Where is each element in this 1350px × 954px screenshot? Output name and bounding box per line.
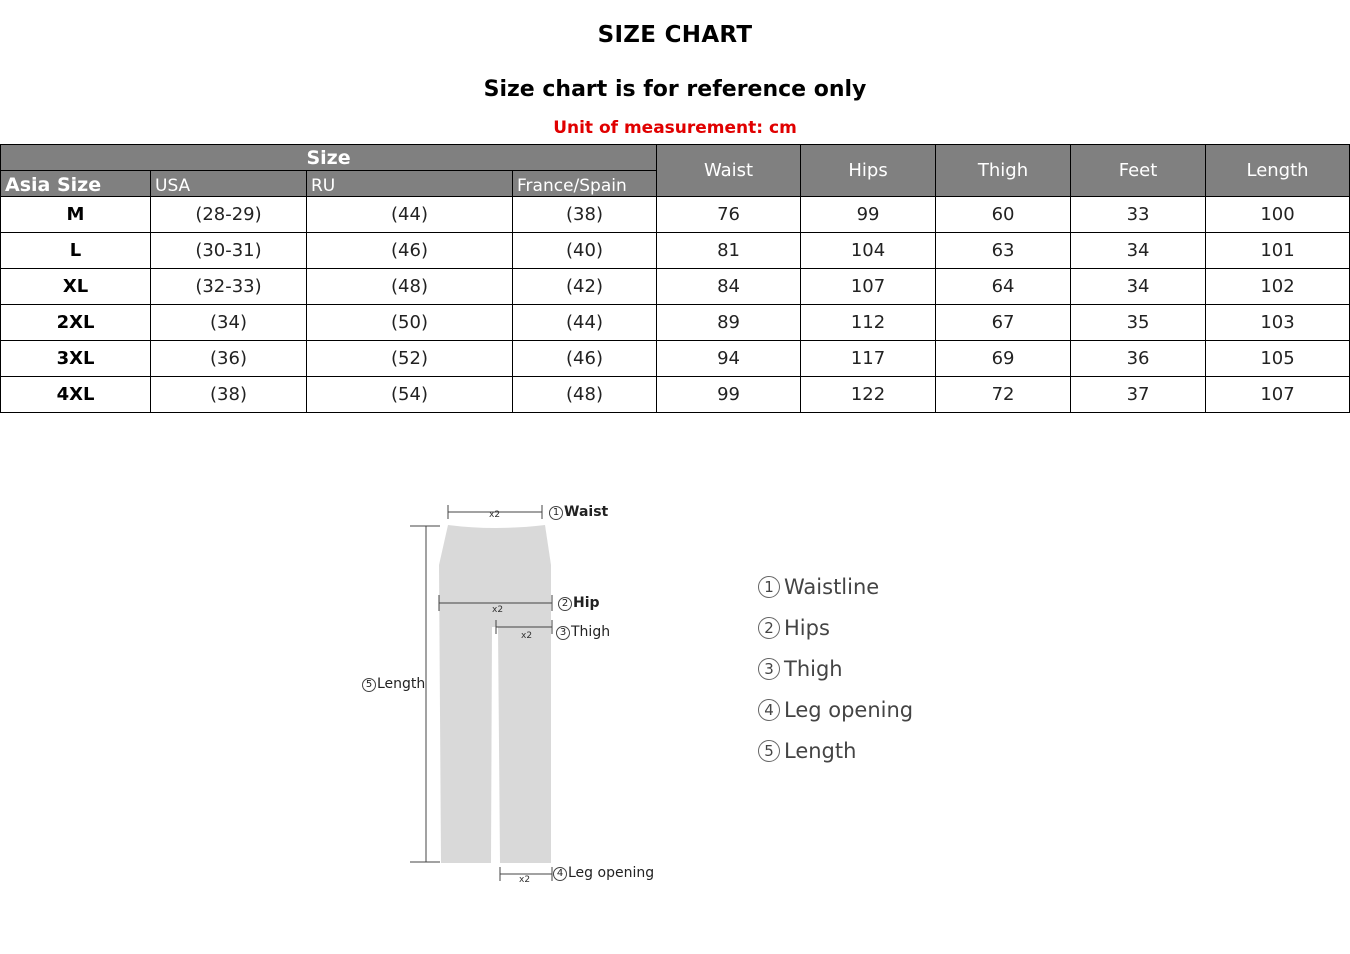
waist-label: 1 Waist bbox=[549, 504, 608, 520]
number-3-icon: 3 bbox=[556, 626, 570, 640]
column-header-waist: Waist bbox=[657, 145, 801, 197]
table-cell: 103 bbox=[1206, 305, 1350, 341]
size-table bbox=[0, 144, 1350, 413]
table-cell: (36) bbox=[151, 341, 307, 377]
table-cell: 63 bbox=[936, 233, 1071, 269]
table-cell: 117 bbox=[801, 341, 936, 377]
column-header-ru: RU bbox=[307, 171, 513, 197]
table-cell: 67 bbox=[936, 305, 1071, 341]
table-cell: (32-33) bbox=[151, 269, 307, 305]
table-cell: (40) bbox=[513, 233, 657, 269]
number-2-icon: 2 bbox=[558, 597, 572, 611]
column-header-length: Length bbox=[1206, 145, 1350, 197]
legend-label: Waistline bbox=[784, 575, 880, 599]
legend-item bbox=[758, 698, 1018, 739]
table-cell: (28-29) bbox=[151, 197, 307, 233]
leg-opening-multiplier: x2 bbox=[519, 875, 531, 885]
table-row bbox=[1, 197, 1350, 233]
page-title: SIZE CHART bbox=[597, 22, 753, 48]
table-cell: (46) bbox=[307, 233, 513, 269]
column-header-hips: Hips bbox=[801, 145, 936, 197]
column-header-asia-size: Asia Size bbox=[1, 171, 151, 197]
number-1-icon: 1 bbox=[758, 576, 780, 598]
number-1-icon: 1 bbox=[549, 506, 563, 520]
table-cell: 99 bbox=[801, 197, 936, 233]
number-5-icon: 5 bbox=[758, 740, 780, 762]
table-cell: 64 bbox=[936, 269, 1071, 305]
table-cell: (30-31) bbox=[151, 233, 307, 269]
size-group-header: Size bbox=[1, 145, 657, 171]
hip-label: 2 Hip bbox=[558, 595, 600, 611]
reference-note: Size chart is for reference only bbox=[483, 77, 867, 102]
table-cell: 104 bbox=[801, 233, 936, 269]
table-cell: 107 bbox=[1206, 377, 1350, 413]
table-cell: XL bbox=[1, 269, 151, 305]
table-cell: 3XL bbox=[1, 341, 151, 377]
pants-silhouette bbox=[439, 525, 551, 863]
column-header-thigh: Thigh bbox=[936, 145, 1071, 197]
table-cell: M bbox=[1, 197, 151, 233]
column-header-feet: Feet bbox=[1071, 145, 1206, 197]
table-cell: 4XL bbox=[1, 377, 151, 413]
table-cell: 72 bbox=[936, 377, 1071, 413]
legend-label: Hips bbox=[784, 616, 830, 640]
table-row bbox=[1, 233, 1350, 269]
table-cell: (48) bbox=[307, 269, 513, 305]
legend-item bbox=[758, 616, 1018, 657]
table-cell: 33 bbox=[1071, 197, 1206, 233]
table-cell: 34 bbox=[1071, 269, 1206, 305]
table-cell: 60 bbox=[936, 197, 1071, 233]
leg-opening-label: 4 Leg opening bbox=[553, 865, 654, 881]
unit-note: Unit of measurement: cm bbox=[553, 118, 797, 138]
thigh-multiplier: x2 bbox=[521, 631, 533, 641]
legend-item bbox=[758, 657, 1018, 698]
table-cell: 105 bbox=[1206, 341, 1350, 377]
legend-item bbox=[758, 575, 1018, 616]
table-row bbox=[1, 305, 1350, 341]
table-cell: L bbox=[1, 233, 151, 269]
table-cell: 94 bbox=[657, 341, 801, 377]
thigh-label: 3 Thigh bbox=[556, 624, 610, 640]
hip-multiplier: x2 bbox=[492, 605, 504, 615]
table-cell: (44) bbox=[307, 197, 513, 233]
legend-label: Length bbox=[784, 739, 857, 763]
legend-item bbox=[758, 739, 1018, 780]
table-cell: 102 bbox=[1206, 269, 1350, 305]
table-cell: 99 bbox=[657, 377, 801, 413]
table-cell: 101 bbox=[1206, 233, 1350, 269]
table-cell: (34) bbox=[151, 305, 307, 341]
size-table-body bbox=[1, 197, 1350, 413]
column-header-france-spain: France/Spain bbox=[513, 171, 657, 197]
table-cell: (44) bbox=[513, 305, 657, 341]
number-4-icon: 4 bbox=[553, 867, 567, 881]
table-row bbox=[1, 341, 1350, 377]
column-header-usa: USA bbox=[151, 171, 307, 197]
table-row bbox=[1, 269, 1350, 305]
table-cell: (50) bbox=[307, 305, 513, 341]
number-3-icon: 3 bbox=[758, 658, 780, 680]
table-cell: (38) bbox=[151, 377, 307, 413]
table-cell: (52) bbox=[307, 341, 513, 377]
table-cell: 107 bbox=[801, 269, 936, 305]
table-cell: 36 bbox=[1071, 341, 1206, 377]
table-row bbox=[1, 377, 1350, 413]
table-cell: 34 bbox=[1071, 233, 1206, 269]
table-cell: 122 bbox=[801, 377, 936, 413]
number-5-icon: 5 bbox=[362, 678, 376, 692]
measurement-legend bbox=[758, 575, 1018, 780]
legend-label: Thigh bbox=[784, 657, 843, 681]
table-cell: 112 bbox=[801, 305, 936, 341]
table-cell: 35 bbox=[1071, 305, 1206, 341]
table-cell: 2XL bbox=[1, 305, 151, 341]
pants-illustration bbox=[355, 495, 665, 895]
length-label: 5 Length bbox=[362, 676, 425, 692]
table-cell: (48) bbox=[513, 377, 657, 413]
table-cell: 69 bbox=[936, 341, 1071, 377]
table-cell: (46) bbox=[513, 341, 657, 377]
table-cell: (42) bbox=[513, 269, 657, 305]
table-cell: (54) bbox=[307, 377, 513, 413]
table-cell: 100 bbox=[1206, 197, 1350, 233]
pants-measurement-diagram bbox=[355, 495, 665, 895]
table-cell: 89 bbox=[657, 305, 801, 341]
table-cell: 37 bbox=[1071, 377, 1206, 413]
table-cell: 76 bbox=[657, 197, 801, 233]
number-4-icon: 4 bbox=[758, 699, 780, 721]
number-2-icon: 2 bbox=[758, 617, 780, 639]
waist-multiplier: x2 bbox=[489, 510, 501, 520]
table-cell: 81 bbox=[657, 233, 801, 269]
table-cell: 84 bbox=[657, 269, 801, 305]
table-cell: (38) bbox=[513, 197, 657, 233]
legend-label: Leg opening bbox=[784, 698, 914, 722]
